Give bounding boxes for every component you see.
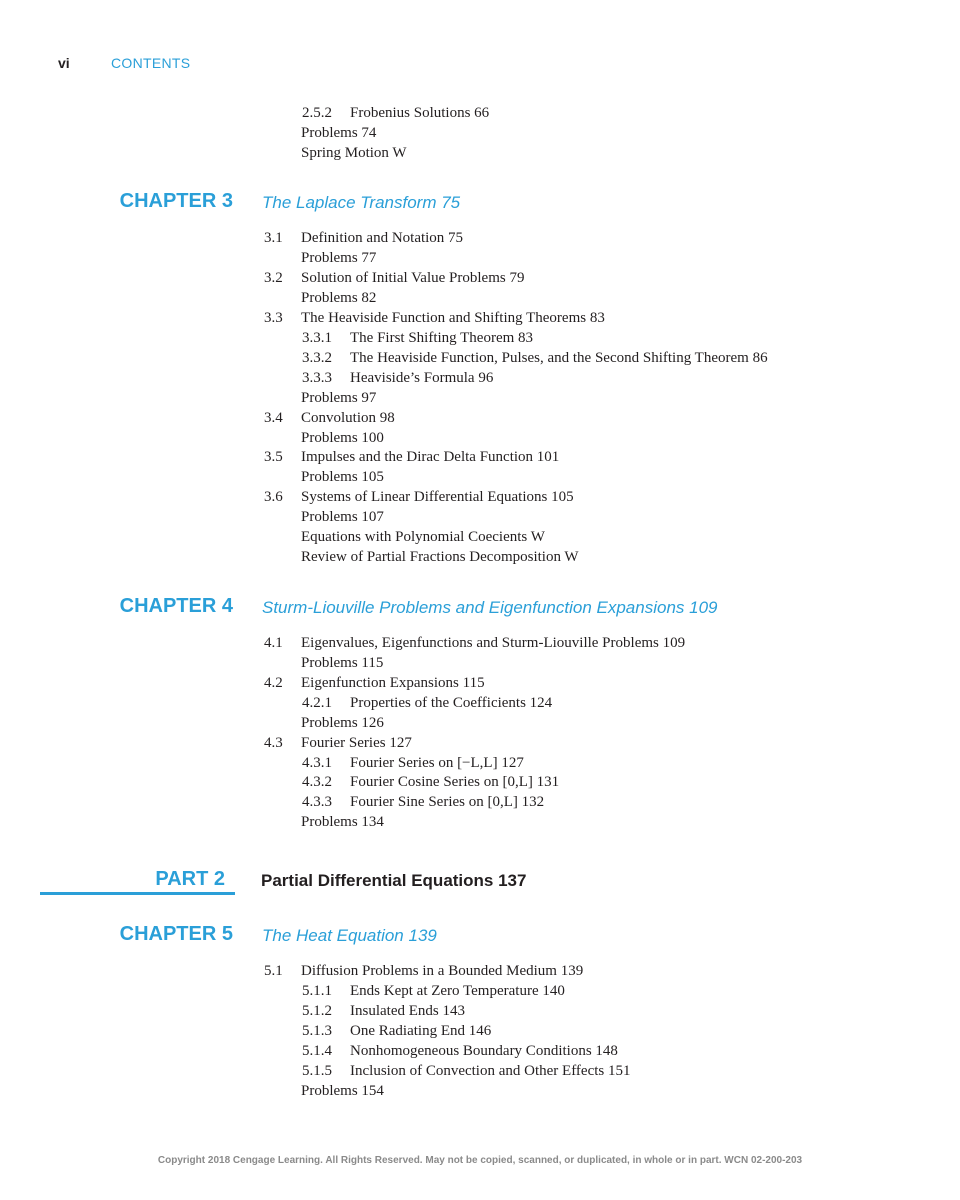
part-2-heading	[0, 866, 960, 900]
toc-entry-text: Impulses and the Dirac Delta Function 101	[301, 449, 560, 465]
toc-entry-text: Problems 134	[301, 814, 384, 830]
toc-entry-text: Problems 154	[301, 1083, 384, 1099]
chapter-3-heading	[0, 190, 960, 220]
toc-entry-text: Diffusion Problems in a Bounded Medium 139	[301, 963, 584, 979]
chapter-title: The Heat Equation 139	[262, 926, 437, 945]
chapter-4-heading	[0, 595, 960, 625]
toc-entry-text: Problems 126	[301, 715, 384, 731]
toc-entry-text: Fourier Sine Series on [0,L] 132	[350, 794, 545, 810]
chapter-title: The Laplace Transform 75	[262, 193, 461, 212]
toc-entry-number: 4.3.1	[302, 755, 332, 771]
toc-entry-number: 5.1.3	[302, 1023, 332, 1039]
toc-entry-text: Eigenfunction Expansions 115	[301, 675, 485, 691]
toc-entry-number: 4.1	[264, 635, 283, 651]
toc-entry-number: 3.6	[264, 489, 283, 505]
toc-entry-text: Problems 105	[301, 469, 384, 485]
toc-entry-text: One Radiating End 146	[350, 1023, 492, 1039]
toc-entry-number: 4.2	[264, 675, 283, 691]
toc-entry-number: 4.3.3	[302, 794, 332, 810]
toc-entry-text: Fourier Cosine Series on [0,L] 131	[350, 774, 560, 790]
toc-entry-text: Frobenius Solutions 66	[350, 105, 490, 121]
toc-entry-text: Solution of Initial Value Problems 79	[301, 270, 525, 286]
toc-entry-number: 3.3.2	[302, 350, 332, 366]
toc-entry-text: Definition and Notation 75	[301, 230, 464, 246]
toc-entry-text: The Heaviside Function and Shifting Theorems 83	[301, 310, 605, 326]
chapter-label: CHAPTER 5	[119, 923, 233, 945]
toc-entry-text: Systems of Linear Differential Equations 105	[301, 489, 574, 505]
toc-entry-text: Problems 82	[301, 290, 377, 306]
copyright-footer: Copyright 2018 Cengage Learning. All Rights Reserved. May not be copied, scanned, or duplicated, in whole or in part. WCN 02-200-203	[157, 1155, 803, 1166]
toc-entry-text: Heaviside’s Formula 96	[350, 370, 494, 386]
toc-entry-number: 3.3	[264, 310, 283, 326]
toc-entry-number: 4.3	[264, 735, 283, 751]
toc-entry-number: 3.5	[264, 449, 283, 465]
toc-entry-text: Fourier Series 127	[301, 735, 412, 751]
toc-entry-text: Review of Partial Fractions Decomposition W	[301, 549, 579, 565]
toc-entry-number: 5.1	[264, 963, 283, 979]
part-label: PART 2	[155, 868, 225, 890]
toc-entry-text: Properties of the Coefficients 124	[350, 695, 553, 711]
toc-entry-number: 5.1.5	[302, 1063, 332, 1079]
toc-entry-text: Inclusion of Convection and Other Effects 151	[350, 1063, 631, 1079]
toc-entry-text: Eigenvalues, Eigenfunctions and Sturm-Liouville Problems 109	[301, 635, 686, 651]
toc-entry-text: Problems 97	[301, 390, 377, 406]
toc-entry-number: 5.1.2	[302, 1003, 332, 1019]
toc-entry-number: 2.5.2	[302, 105, 332, 121]
toc-entry-text: Nonhomogeneous Boundary Conditions 148	[350, 1043, 618, 1059]
toc-entry-text: Problems 107	[301, 509, 384, 525]
toc-entry-number: 3.4	[264, 410, 283, 426]
toc-entry-number: 5.1.4	[302, 1043, 332, 1059]
toc-entry-text: Problems 100	[301, 430, 384, 446]
toc-entry-number: 4.3.2	[302, 774, 332, 790]
part-rule	[40, 892, 235, 895]
toc-entry-text: Problems 77	[301, 250, 377, 266]
toc-entry-number: 3.3.1	[302, 330, 332, 346]
chapter-5-heading	[0, 923, 960, 953]
toc-entry-text: Problems 115	[301, 655, 384, 671]
toc-entry-text: Spring Motion W	[301, 145, 407, 161]
toc-entry-text: Convolution 98	[301, 410, 395, 426]
toc-entry-number: 5.1.1	[302, 983, 332, 999]
toc-entry-text: The Heaviside Function, Pulses, and the Second Shifting Theorem 86	[350, 350, 768, 366]
chapter-label: CHAPTER 3	[119, 190, 233, 212]
toc-entry-text: Fourier Series on [−L,L] 127	[350, 755, 524, 771]
toc-entry-text: Insulated Ends 143	[350, 1003, 465, 1019]
chapter-label: CHAPTER 4	[119, 595, 233, 617]
page-number: vi	[58, 55, 70, 71]
toc-entry-text: Problems 74	[301, 125, 377, 141]
toc-entry-number: 4.2.1	[302, 695, 332, 711]
chapter-title: Sturm-Liouville Problems and Eigenfunction Expansions 109	[262, 598, 718, 617]
toc-entry-text: Ends Kept at Zero Temperature 140	[350, 983, 565, 999]
toc-entry-text: Equations with Polynomial Coecients W	[301, 529, 545, 545]
running-head-section: CONTENTS	[111, 55, 191, 71]
toc-entry-number: 3.3.3	[302, 370, 332, 386]
part-title: Partial Differential Equations 137	[261, 871, 527, 890]
toc-entry-number: 3.1	[264, 230, 283, 246]
toc-entry-text: The First Shifting Theorem 83	[350, 330, 534, 346]
running-head	[58, 55, 191, 71]
toc-entry-number: 3.2	[264, 270, 283, 286]
